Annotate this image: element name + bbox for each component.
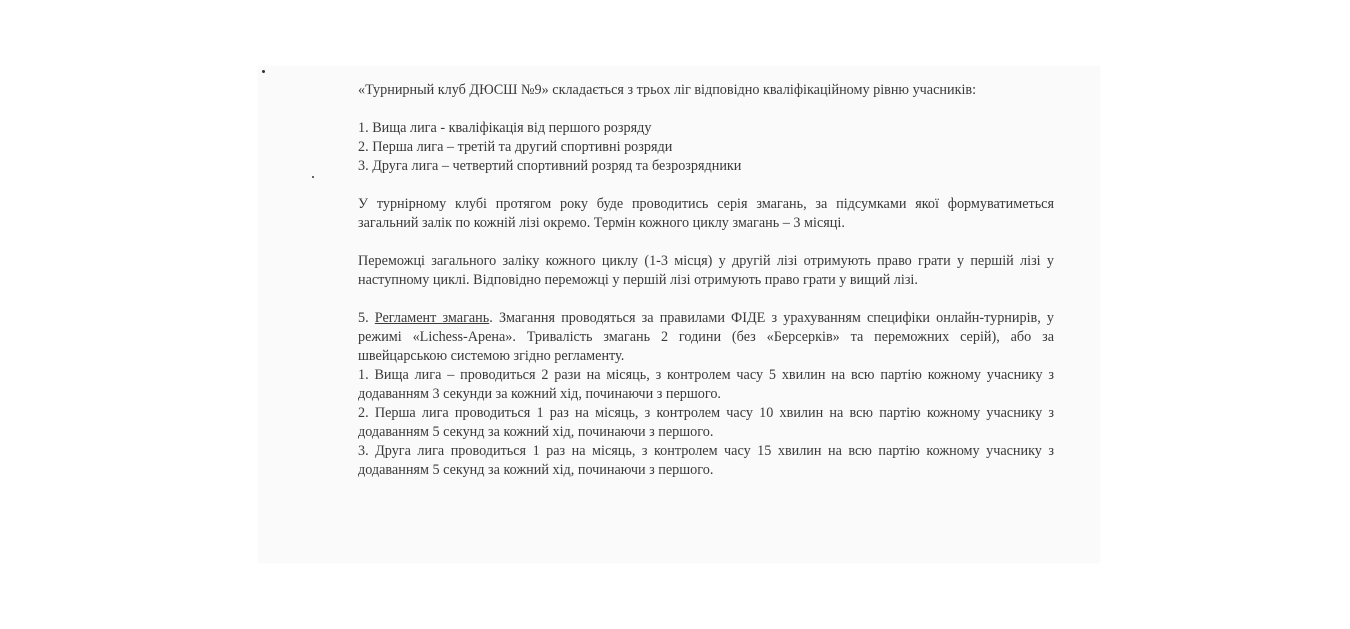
league-item: 3. Друга лига – четвертий спортивний розряд та безрозрядники xyxy=(358,158,742,174)
leagues-list xyxy=(358,119,1054,176)
document-page xyxy=(258,66,1100,563)
schedule-item: 2. Перша лига проводиться 1 раз на місяць, з контролем часу 10 хвилин на всю партію кожному учаснику з додаванням 5 секунд за кожний хід, починаючи з першого. xyxy=(358,405,1054,440)
regulation-text: . Змагання проводяться за правилами ФІДЕ з урахуванням специфіки онлайн-турнирів, у режимі «Lichess-Арена». Тривалість змагань 2 години (без «Берсерків» та переможних серій), або за швейцарською системою згідно регламенту. xyxy=(358,310,1055,364)
league-item: 2. Перша лига – третій та другий спортивні розряди xyxy=(358,139,673,155)
document-body xyxy=(358,81,1054,480)
league-item: 1. Вища лига - кваліфікація від першого розряду xyxy=(358,120,652,136)
scan-speck xyxy=(262,70,265,73)
scan-speck xyxy=(312,176,314,178)
regulation-title: Регламент змагань xyxy=(374,310,490,326)
schedule-item: 3. Друга лига проводиться 1 раз на місяць, з контролем часу 15 хвилин на всю партію кожному учаснику з додаванням 5 секунд за кожний хід, починаючи з першого. xyxy=(358,443,1054,478)
regulation-number: 5. xyxy=(358,310,369,326)
schedule-item: 1. Вища лига – проводиться 2 рази на місяць, з контролем часу 5 хвилин на всю партію кожному учаснику з додаванням 3 секунди за кожний хід, починаючи з першого. xyxy=(358,367,1054,402)
intro-paragraph: «Турнирный клуб ДЮСШ №9» складається з трьох ліг відповідно кваліфікаційному рівню учасників: xyxy=(358,82,977,98)
promotion-paragraph: Переможці загального заліку кожного циклу (1-3 місця) у другій лізі отримують право грати у першій лізі у наступному циклі. Відповідно переможці у першій лізі отримують право грати у вищий лізі. xyxy=(358,253,1054,288)
regulation-section xyxy=(358,309,1054,480)
series-paragraph: У турнірному клубі протягом року буде проводитись серія змагань, за підсумками якої формуватиметься загальний залік по кожній лізі окремо. Термін кожного циклу змагань – 3 місяці. xyxy=(358,196,1054,231)
